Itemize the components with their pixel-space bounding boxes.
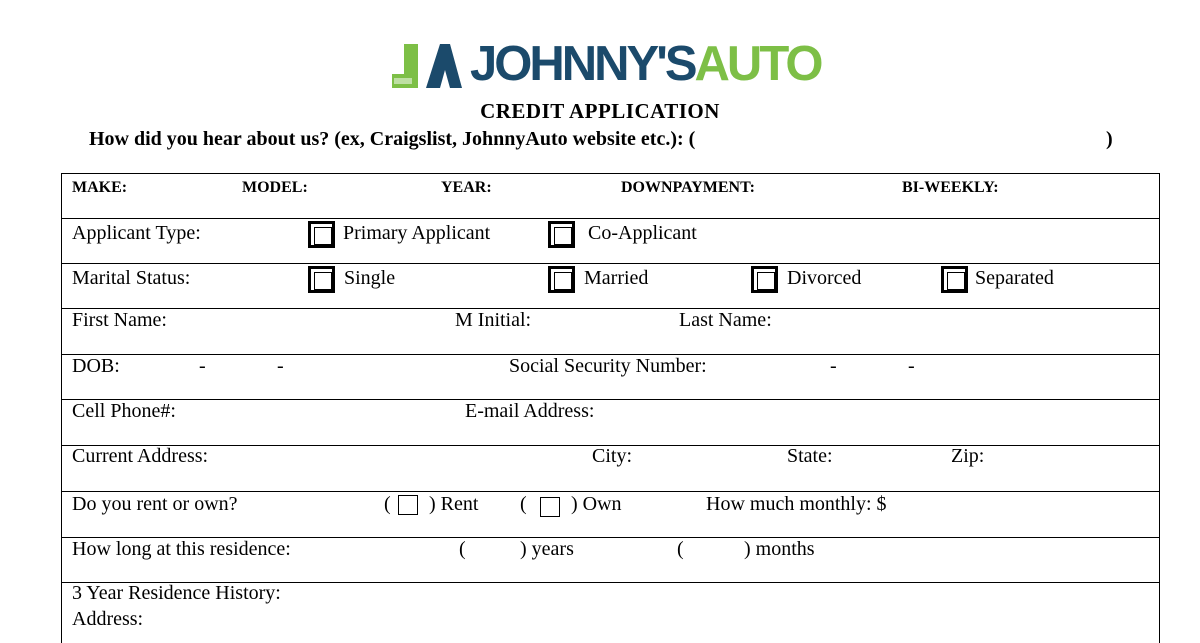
model-label: MODEL: (242, 179, 308, 196)
company-logo (390, 37, 821, 92)
dob-label: DOB: (72, 355, 120, 377)
biweekly-label: BI-WEEKLY: (902, 179, 999, 196)
cell-phone-label: Cell Phone#: (72, 400, 176, 422)
years-label: ) years (520, 538, 574, 560)
ssn-separator: - (830, 355, 837, 377)
monthly-payment-label: How much monthly: $ (706, 493, 887, 515)
rent-open-paren: ( (384, 493, 391, 515)
months-label: ) months (744, 538, 815, 560)
dob-separator: - (199, 355, 206, 377)
primary-applicant-checkbox[interactable] (308, 221, 335, 248)
single-checkbox[interactable] (308, 266, 335, 293)
months-open-paren: ( (677, 538, 684, 560)
separated-checkbox[interactable] (941, 266, 968, 293)
email-label: E-mail Address: (465, 400, 595, 422)
last-name-label: Last Name: (679, 309, 772, 331)
first-name-label: First Name: (72, 309, 167, 331)
year-label: YEAR: (441, 179, 492, 196)
city-label: City: (592, 445, 633, 467)
rent-own-question: Do you rent or own? (72, 493, 238, 515)
rent-checkbox[interactable] (398, 495, 418, 515)
co-applicant-label: Co-Applicant (588, 222, 697, 244)
logo-mark-icon (390, 44, 462, 90)
separated-label: Separated (975, 267, 1054, 289)
ssn-label: Social Security Number: (509, 355, 707, 377)
row-divider (61, 399, 1159, 400)
residence-length-label: How long at this residence: (72, 538, 291, 560)
years-open-paren: ( (459, 538, 466, 560)
divorced-checkbox[interactable] (751, 266, 778, 293)
single-label: Single (344, 267, 396, 289)
zip-label: Zip: (951, 445, 985, 467)
married-label: Married (584, 267, 649, 289)
primary-applicant-label: Primary Applicant (343, 222, 491, 244)
history-address-label: Address: (72, 608, 144, 630)
ssn-separator: - (908, 355, 915, 377)
logo-wordmark: JOHNNY'SAUTO (470, 37, 821, 91)
applicant-type-label: Applicant Type: (72, 222, 201, 244)
row-divider (61, 263, 1159, 264)
row-divider (61, 173, 1159, 174)
make-label: MAKE: (72, 179, 128, 196)
own-open-paren: ( (520, 493, 527, 515)
dob-separator: - (277, 355, 284, 377)
row-divider (61, 218, 1159, 219)
married-checkbox[interactable] (548, 266, 575, 293)
current-address-label: Current Address: (72, 445, 209, 467)
hear-about-us-label: How did you hear about us? (ex, Craigslist, JohnnyAuto website etc.): ( (89, 128, 696, 150)
co-applicant-checkbox[interactable] (548, 221, 575, 248)
row-divider (61, 308, 1159, 309)
residence-history-label: 3 Year Residence History: (72, 582, 281, 604)
divorced-label: Divorced (787, 267, 862, 289)
hear-about-us-close: ) (1106, 128, 1113, 150)
state-label: State: (787, 445, 833, 467)
own-label: ) Own (571, 493, 622, 515)
page-title: CREDIT APPLICATION (480, 99, 720, 123)
middle-initial-label: M Initial: (455, 309, 532, 331)
rent-label: ) Rent (429, 493, 479, 515)
marital-status-label: Marital Status: (72, 267, 191, 289)
own-checkbox[interactable] (540, 497, 560, 517)
downpayment-label: DOWNPAYMENT: (621, 179, 755, 196)
